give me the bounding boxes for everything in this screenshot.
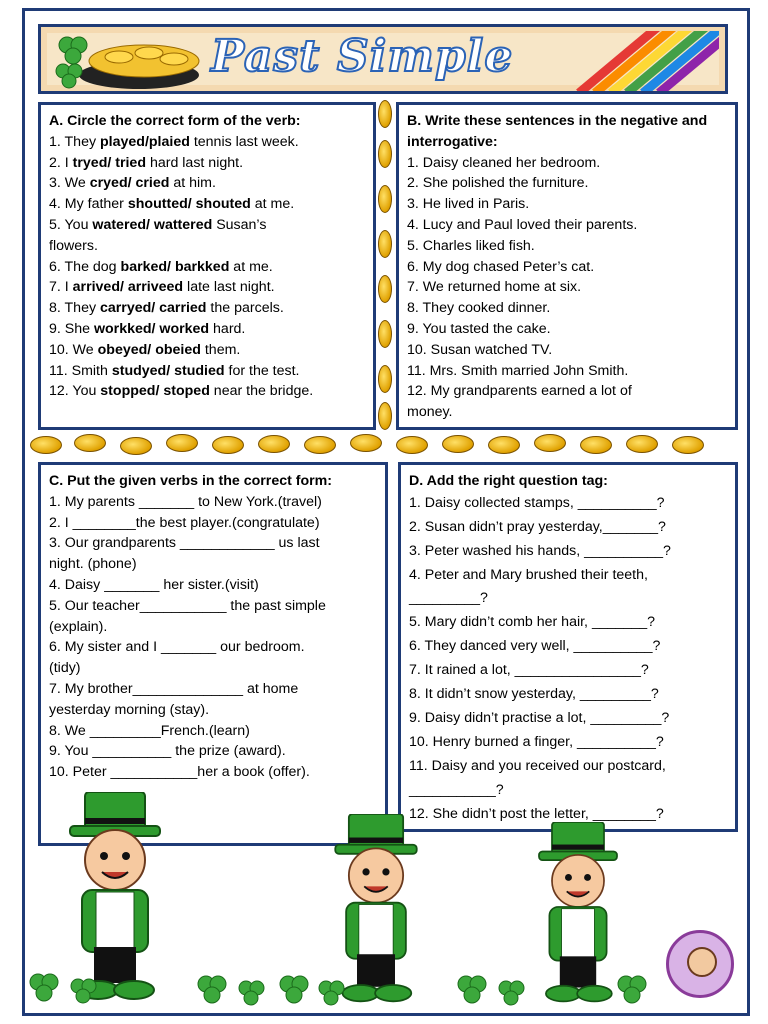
item-text: them. [200, 341, 241, 358]
exercise-c-item: yesterday morning (stay). [49, 701, 210, 718]
shamrock-icon [71, 979, 96, 1003]
item-text: 9. She [49, 320, 94, 337]
verb-choice: barked/ barkked [120, 258, 230, 275]
title-banner [38, 24, 728, 94]
item-text: 7. I [49, 279, 73, 296]
item-text: the parcels. [206, 300, 284, 317]
exercise-c-item: 2. I ________the best player.(congratulate) [49, 514, 320, 531]
exercise-c-item: (explain). [49, 618, 108, 635]
exercise-d-item: 4. Peter and Mary brushed their teeth, [409, 566, 648, 583]
section-a-lines [49, 132, 365, 402]
item-text: 12. You [49, 383, 101, 400]
verb-choice: tryed/ tried [72, 154, 146, 171]
exercise-a-item [49, 132, 365, 153]
exercise-a-item [49, 381, 365, 402]
gold-coin-icon [534, 434, 566, 452]
exercise-c-item: 10. Peter ___________her a book (offer). [49, 764, 310, 781]
gold-coin-icon [378, 365, 392, 393]
exercise-d-item: 6. They danced very well, __________? [409, 638, 661, 655]
exercise-c-item: 6. My sister and I _______ our bedroom. [49, 639, 305, 656]
designer-logo-icon [666, 930, 734, 998]
exercise-a-item [49, 194, 365, 215]
exercise-c-item: 1. My parents _______ to New York.(travel) [49, 493, 322, 510]
gold-coin-icon [488, 436, 520, 454]
verb-choice: played/plaied [100, 133, 190, 150]
exercise-a-item [49, 215, 365, 236]
item-text: 3. We [49, 175, 90, 192]
section-d-heading: D. Add the right question tag: [409, 473, 608, 489]
gold-coin-icon [378, 100, 392, 128]
verb-choice: studyed/ studied [111, 362, 225, 379]
verb-choice: stopped/ stoped [100, 383, 210, 400]
item-text: for the test. [224, 362, 300, 379]
item-text: 2. I [49, 154, 73, 171]
exercise-d-item: 1. Daisy collected stamps, __________? [409, 494, 665, 511]
item-text: Susan’s [212, 216, 267, 233]
exercise-c-item: 4. Daisy _______ her sister.(visit) [49, 576, 259, 593]
exercise-b-item: 12. My grandparents earned a lot of [407, 383, 632, 400]
exercise-b-item: money. [407, 404, 453, 421]
gold-coin-icon [30, 436, 62, 454]
exercise-d-item: 10. Henry burned a finger, __________? [409, 733, 664, 750]
verb-choice: watered/ wattered [92, 216, 213, 233]
exercise-b-item: 5. Charles liked fish. [407, 237, 535, 254]
verb-choice: cryed/ cried [89, 175, 170, 192]
verb-choice: obeyed/ obeied [97, 341, 201, 358]
gold-coin-icon [378, 230, 392, 258]
exercise-c-item: 7. My brother______________ at home [49, 680, 299, 697]
shamrock-icon [499, 981, 524, 1005]
verb-choice: shoutted/ shouted [127, 196, 251, 213]
section-b-heading: B. Write these sentences in the negative and interrogative: [407, 113, 708, 150]
item-text: at him. [169, 175, 216, 192]
item-text: at me. [229, 258, 273, 275]
rainbow-icon [569, 31, 719, 91]
section-a-box [38, 102, 376, 430]
exercise-d-item: 9. Daisy didn’t practise a lot, _________? [409, 709, 670, 726]
shamrock-icon [280, 976, 308, 1003]
gold-coin-icon [442, 435, 474, 453]
exercise-a-item [49, 277, 365, 298]
shamrock-icon [198, 976, 226, 1003]
gold-coin-icon [74, 434, 106, 452]
item-text: late last night. [183, 279, 275, 296]
gold-coin-icon [212, 436, 244, 454]
shamrock-icon [319, 981, 344, 1005]
exercise-b-item: 10. Susan watched TV. [407, 341, 553, 358]
logo-face [687, 947, 717, 977]
exercise-a-item [49, 257, 365, 278]
exercise-a-item [49, 340, 365, 361]
gold-coin-icon [166, 434, 198, 452]
exercise-c-item: 9. You __________ the prize (award). [49, 743, 286, 760]
gold-coin-icon [378, 185, 392, 213]
exercise-d-item: 2. Susan didn’t pray yesterday,_______? [409, 518, 666, 535]
gold-coin-icon [378, 140, 392, 168]
exercise-a-item [49, 236, 365, 257]
exercise-b-item: 8. They cooked dinner. [407, 300, 551, 317]
item-text: hard last night. [146, 154, 244, 171]
gold-coin-icon [120, 437, 152, 455]
exercise-d-item: 3. Peter washed his hands, __________? [409, 542, 671, 559]
shamrock-row [26, 966, 666, 1012]
exercise-b-item: 3. He lived in Paris. [407, 196, 530, 213]
verb-choice: workked/ worked [93, 320, 210, 337]
verb-choice: carryed/ carried [100, 300, 207, 317]
item-text: 4. My father [49, 196, 128, 213]
exercise-b-item: 6. My dog chased Peter’s cat. [407, 258, 595, 275]
item-text: hard. [209, 320, 246, 337]
gold-coin-icon [672, 436, 704, 454]
item-text: 11. Smith [49, 362, 112, 379]
gold-coin-icon [258, 435, 290, 453]
exercise-c-item: 3. Our grandparents ____________ us last [49, 535, 320, 552]
exercise-d-item: _________? [409, 590, 488, 607]
exercise-a-item [49, 298, 365, 319]
page-title: Past Simple [211, 31, 514, 82]
section-d-lines [409, 492, 727, 827]
gold-coin-icon [396, 436, 428, 454]
shamrock-icon [239, 981, 264, 1005]
exercise-c-item: 8. We _________French.(learn) [49, 722, 250, 739]
section-d-box [398, 462, 738, 832]
exercise-b-item: 4. Lucy and Paul loved their parents. [407, 216, 638, 233]
gold-coin-icon [304, 436, 336, 454]
exercise-b-item: 1. Daisy cleaned her bedroom. [407, 154, 601, 171]
gold-coin-icon [378, 320, 392, 348]
section-a-heading: A. Circle the correct form of the verb: [49, 113, 301, 129]
shamrock-icon [30, 974, 58, 1001]
item-text: 5. You [49, 216, 93, 233]
exercise-c-item: night. (phone) [49, 556, 137, 573]
exercise-d-item: 5. Mary didn’t comb her hair, _______? [409, 614, 656, 631]
item-text: 1. They [49, 133, 100, 150]
gold-coin-icon [378, 402, 392, 430]
exercise-a-item [49, 319, 365, 340]
item-text: near the bridge. [209, 383, 314, 400]
section-c-heading: C. Put the given verbs in the correct form: [49, 473, 333, 489]
item-text: tennis last week. [189, 133, 299, 150]
gold-coin-icon [350, 434, 382, 452]
exercise-d-item: 8. It didn’t snow yesterday, _________? [409, 686, 659, 703]
verb-choice: arrived/ arriveed [72, 279, 184, 296]
exercise-c-item: 5. Our teacher___________ the past simple [49, 597, 326, 614]
section-c-box [38, 462, 388, 846]
exercise-d-item: 11. Daisy and you received our postcard, [409, 757, 666, 774]
exercise-d-item: ___________? [409, 781, 504, 798]
exercise-b-item: 11. Mrs. Smith married John Smith. [407, 362, 629, 379]
exercise-a-item [49, 173, 365, 194]
exercise-b-item: 9. You tasted the cake. [407, 320, 551, 337]
section-b-box [396, 102, 738, 430]
exercise-b-item: 2. She polished the furniture. [407, 175, 589, 192]
item-text: at me. [250, 196, 295, 213]
item-text: flowers. [49, 237, 98, 254]
item-text: 8. They [49, 300, 100, 317]
pot-of-gold-icon [49, 31, 209, 89]
horizontal-coin-strip [30, 432, 730, 456]
section-b-lines [407, 153, 727, 423]
gold-coin-icon [378, 275, 392, 303]
gold-coin-icon [626, 435, 658, 453]
shamrock-icon [618, 976, 646, 1003]
item-text: 10. We [49, 341, 98, 358]
shamrock-icon [458, 976, 486, 1003]
item-text: 6. The dog [49, 258, 121, 275]
exercise-a-item [49, 361, 365, 382]
exercise-d-item: 12. She didn’t post the letter, ________? [409, 805, 664, 822]
gold-coin-icon [580, 436, 612, 454]
exercise-d-item: 7. It rained a lot, ________________? [409, 662, 649, 679]
exercise-c-item: (tidy) [49, 660, 81, 677]
exercise-a-item [49, 153, 365, 174]
section-c-lines [49, 492, 377, 783]
exercise-b-item: 7. We returned home at six. [407, 279, 582, 296]
